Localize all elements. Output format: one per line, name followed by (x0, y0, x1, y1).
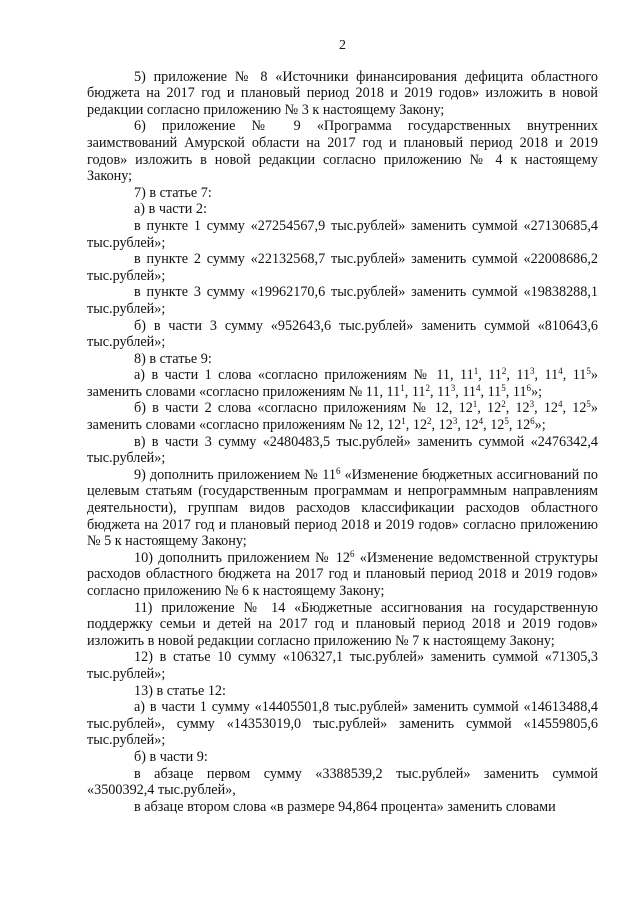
item-7: 7) в статье 7: (134, 184, 212, 201)
item-13a: а) в части 1 сумму «14405501,8 тыс.рублей» заменить суммой «14613488,4 тыс.рублей», сумму «14353019,0 тыс.рублей» заменить суммой «14559805,6 тыс.рублей»; (87, 699, 598, 749)
item-7a-point-1: в пункте 1 сумму «27254567,9 тыс.рублей» заменить суммой «27130685,4 тыс.рублей»; (87, 217, 598, 251)
item-8b: б) в части 2 слова «согласно приложениям № 12, $12^1$, $12^2$, $12^3$, $12^4$, $12^5$» заменить словами «согласно приложениям № 12, $12^1$, $12^2$, $12^3$, $12^4$, $12^5$, $12^6$»; (87, 399, 599, 434)
item-11: 11) приложение № 14 «Бюджетные ассигнования на государственную поддержку семьи и детей на 2017 год и плановый период 2018 и 2019 годов» изложить в новой редакции согласно приложению № 7 к настоящему Закону; (87, 599, 598, 649)
item-9: 9) дополнить приложением № $11^6$ «Изменение бюджетных ассигнований по целевым статьям (государственным программам и непрограммным направлениям деятельности), группам видов расходов классификации расходов областного бюджета на 2017 год и плановый период 2018 и 2019 годов» согласно приложению № 5 к настоящему Закону; (87, 465, 598, 550)
item-13b-para-2: в абзаце втором слова «в размере 94,864 процента» заменить словами (134, 798, 556, 815)
item-13b-para-1: в абзаце первом сумму «3388539,2 тыс.рублей» заменить суммой «3500392,4 тыс.рублей», (87, 765, 598, 799)
page-number: 2 (339, 38, 346, 53)
item-13: 13) в статье 12: (134, 682, 226, 699)
item-6: 6) приложение № 9 «Программа государственных внутренних заимствований Амурской области на 2017 год и плановый период 2018 и 2019 годов» изложить в новой редакции согласно приложению № 4 к настоящему Закону; (87, 118, 598, 185)
item-10: 10) дополнить приложением № $12^6$ «Изменение ведомственной структуры расходов областного бюджета на 2017 год и плановый период 2018 и 2019 годов» согласно приложению № 6 к настоящему Закону; (87, 548, 598, 599)
item-8a: а) в части 1 слова «согласно приложениям № 11, $11^1$, $11^2$, $11^3$, $11^4$, $11^5$» заменить словами «согласно приложениям № 11, $11^1$, $11^2$, $11^3$, $11^4$, $11^5$, $11^6$»; (87, 366, 598, 400)
item-7a-point-3: в пункте 3 сумму «19962170,6 тыс.рублей» заменить суммой «19838288,1 тыс.рублей»; (87, 284, 598, 317)
item-8: 8) в статье 9: (134, 350, 212, 367)
item-7a-point-2: в пункте 2 сумму «22132568,7 тыс.рублей» заменить суммой «22008686,2 тыс.рублей»; (87, 251, 598, 284)
item-5: 5) приложение № 8 «Источники финансирования дефицита областного бюджета на 2017 год и плановый период 2018 и 2019 годов» изложить в новой редакции согласно приложению № 3 к настоящему Закону; (87, 68, 598, 118)
item-7a: а) в части 2: (134, 201, 207, 218)
item-7b: б) в части 3 сумму «952643,6 тыс.рублей» заменить суммой «810643,6 тыс.рублей»; (87, 317, 598, 351)
item-8c: в) в части 3 сумму «2480483,5 тыс.рублей» заменить суммой «2476342,4 тыс.рублей»; (87, 433, 598, 467)
item-13b: б) в части 9: (134, 748, 208, 765)
item-12: 12) в статье 10 сумму «106327,1 тыс.рублей» заменить суммой «71305,3 тыс.рублей»; (87, 649, 598, 682)
